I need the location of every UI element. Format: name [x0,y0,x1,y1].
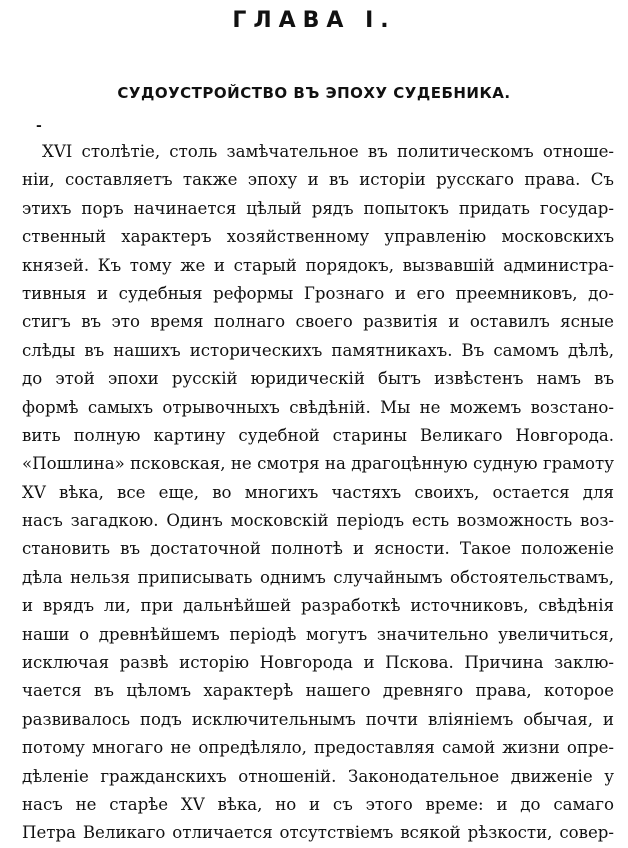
text-line: насъ загадкою. Одинъ московскій періодъ есть возможность воз- [22,511,614,531]
text-line: ственный характеръ хозяйственному управленію московскихъ [22,227,614,247]
body-paragraph [22,138,614,848]
text-line: XV вѣка, все еще, во многихъ частяхъ своихъ, остается для [22,482,614,502]
text-line: становить въ достаточной полнотѣ и ясности. Такое положеніе [22,539,614,559]
text-line: этихъ поръ начинается цѣлый рядъ попытокъ придать государ- [22,198,614,218]
text-line: XVI столѣтіе, столь замѣчательное въ политическомъ отноше- [42,142,614,161]
text-line: и врядъ ли, при дальнѣйшей разработкѣ источниковъ, свѣдѣнія [22,596,614,616]
text-line: тивныя и судебныя реформы Грознаго и его преемниковъ, до- [22,283,614,303]
text-line: вить полную картину судебной старины Великаго Новгорода. [22,425,614,445]
chapter-title: ГЛАВА I. [232,8,396,33]
text-line: стигъ въ это время полнаго своего развитія и оставилъ ясные [22,312,614,332]
text-line: дѣленіе гражданскихъ отношеній. Законодательное движеніе у [22,766,614,786]
text-line: дѣла нельзя приписывать однимъ случайнымъ обстоятельствамъ, [22,567,614,587]
text-line: насъ не старѣе XV вѣка, но и съ этого време: и до самаго [22,794,614,814]
text-line: «Пошлина» псковская, не смотря на драгоцѣнную судную грамоту [22,454,614,474]
text-line: чается въ цѣломъ характерѣ нашего древняго права, которое [22,681,614,701]
text-line: наши о древнѣйшемъ періодѣ могутъ значительно увеличиться, [22,624,614,644]
text-line: князей. Къ тому же и старый порядокъ, вызвавшій администра- [22,255,614,275]
margin-tick-mark: - [36,118,42,134]
text-line: до этой эпохи русскій юридическій бытъ извѣстенъ намъ въ [22,369,614,389]
text-line: формѣ самыхъ отрывочныхъ свѣдѣній. Мы не можемъ возстано- [22,397,614,417]
text-line: Петра Великаго отличается отсутствіемъ всякой рѣзкости, совер- [22,823,614,843]
section-title: СУДОУСТРОЙСТВО ВЪ ЭПОХУ СУДЕБНИКА. [117,84,511,102]
text-line: ніи, составляетъ также эпоху и въ исторіи русскаго права. Съ [22,170,614,190]
text-line: слѣды въ нашихъ историческихъ памятникахъ. Въ самомъ дѣлѣ, [22,340,614,360]
text-line: исключая развѣ исторію Новгорода и Пскова. Причина заклю- [22,653,614,673]
text-line: развивалось подъ исключительнымъ почти вліяніемъ обычая, и [22,709,614,729]
text-line: потому многаго не опредѣляло, предоставляя самой жизни опре- [22,738,614,758]
